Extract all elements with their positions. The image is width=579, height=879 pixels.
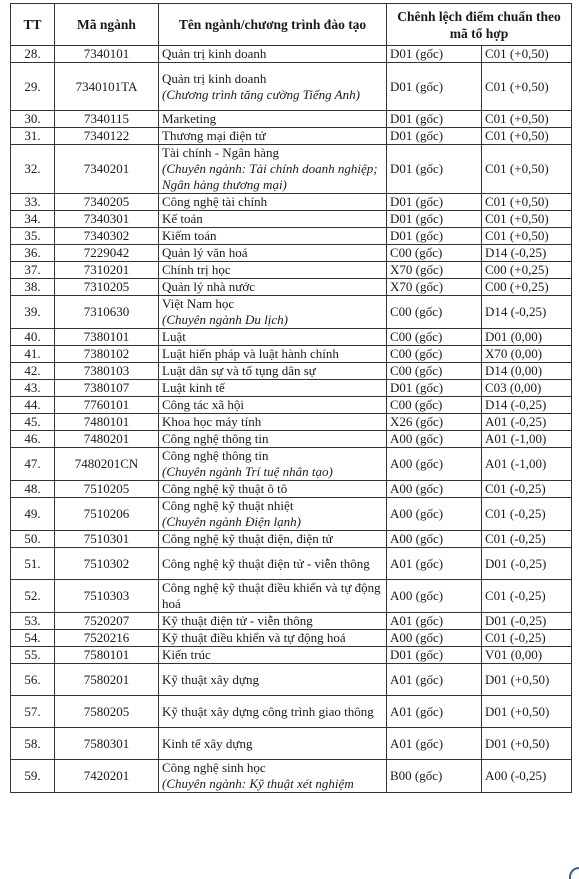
cell-tt: 31. (11, 128, 55, 145)
table-row (11, 448, 572, 481)
program-name: Kỹ thuật điện tử - viễn thông (162, 613, 313, 628)
table-row (11, 63, 572, 111)
cell-code: 7510206 (55, 498, 159, 531)
cell-name (159, 498, 387, 531)
table-row (11, 531, 572, 548)
cell-base-combo: C00 (gốc) (387, 296, 482, 329)
cell-diff-combo: A01 (-1,00) (482, 431, 572, 448)
cell-diff-combo: C03 (0,00) (482, 380, 572, 397)
cell-code: 7380102 (55, 346, 159, 363)
cell-name (159, 531, 387, 548)
cell-base-combo: D01 (gốc) (387, 211, 482, 228)
table-row (11, 696, 572, 728)
table-row (11, 613, 572, 630)
cell-name (159, 414, 387, 431)
cell-tt: 50. (11, 531, 55, 548)
program-name: Quản trị kinh doanh (162, 46, 267, 61)
cell-base-combo: A01 (gốc) (387, 664, 482, 696)
program-name: Công tác xã hội (162, 397, 244, 412)
cell-tt: 59. (11, 760, 55, 793)
cell-code: 7520207 (55, 613, 159, 630)
cell-diff-combo: C01 (+0,50) (482, 63, 572, 111)
cell-code: 7520216 (55, 630, 159, 647)
cell-name (159, 481, 387, 498)
program-name: Kinh tế xây dựng (162, 735, 253, 751)
table-row (11, 194, 572, 211)
cell-base-combo: C00 (gốc) (387, 397, 482, 414)
cell-name (159, 380, 387, 397)
header-ma-nganh: Mã ngành (55, 4, 159, 46)
cell-code: 7510302 (55, 548, 159, 580)
cell-base-combo: A00 (gốc) (387, 431, 482, 448)
cell-base-combo: X70 (gốc) (387, 279, 482, 296)
cell-base-combo: A01 (gốc) (387, 728, 482, 760)
cell-base-combo: C00 (gốc) (387, 329, 482, 346)
table-row (11, 481, 572, 498)
cell-tt: 58. (11, 728, 55, 760)
table-row (11, 380, 572, 397)
header-tt: TT (11, 4, 55, 46)
table-row (11, 664, 572, 696)
cell-base-combo: C00 (gốc) (387, 363, 482, 380)
cell-tt: 48. (11, 481, 55, 498)
cell-base-combo: D01 (gốc) (387, 228, 482, 245)
table-row (11, 211, 572, 228)
table-row (11, 46, 572, 63)
cell-name (159, 664, 387, 696)
cell-diff-combo: C01 (+0,50) (482, 111, 572, 128)
cell-diff-combo: D14 (-0,25) (482, 397, 572, 414)
cell-diff-combo: C01 (-0,25) (482, 531, 572, 548)
cell-code: 7380103 (55, 363, 159, 380)
program-name: Công nghệ sinh học (162, 760, 266, 775)
cell-diff-combo: C00 (+0,25) (482, 279, 572, 296)
cell-name (159, 329, 387, 346)
cell-code: 7310201 (55, 262, 159, 279)
cell-base-combo: D01 (gốc) (387, 63, 482, 111)
cell-code: 7380107 (55, 380, 159, 397)
cell-code: 7480201 (55, 431, 159, 448)
cell-diff-combo: D01 (-0,25) (482, 613, 572, 630)
cell-tt: 49. (11, 498, 55, 531)
cell-base-combo: A00 (gốc) (387, 498, 482, 531)
cell-name (159, 128, 387, 145)
cell-name (159, 363, 387, 380)
cell-tt: 40. (11, 329, 55, 346)
table-row (11, 346, 572, 363)
program-name: Công nghệ kỹ thuật ô tô (162, 481, 288, 496)
program-name: Kế toán (162, 211, 203, 226)
cell-code: 7310630 (55, 296, 159, 329)
cell-diff-combo: D01 (0,00) (482, 329, 572, 346)
cell-diff-combo: C01 (+0,50) (482, 228, 572, 245)
cell-tt: 51. (11, 548, 55, 580)
cell-code: 7580205 (55, 696, 159, 728)
cell-tt: 52. (11, 580, 55, 613)
program-subtitle: (Chuyên ngành: Kỹ thuật xét nghiệm (162, 776, 354, 791)
program-name: Kỹ thuật xây dựng công trình giao thông (162, 703, 374, 719)
cell-diff-combo: C01 (+0,50) (482, 194, 572, 211)
cell-code: 7580301 (55, 728, 159, 760)
cell-name (159, 696, 387, 728)
table-row (11, 296, 572, 329)
table-row (11, 498, 572, 531)
cell-tt: 34. (11, 211, 55, 228)
cell-base-combo: C00 (gốc) (387, 346, 482, 363)
table-row (11, 262, 572, 279)
program-name: Quản lý văn hoá (162, 245, 248, 260)
admission-score-table (10, 3, 572, 793)
cell-diff-combo: D14 (-0,25) (482, 245, 572, 262)
table-row (11, 397, 572, 414)
table-row (11, 760, 572, 793)
cell-base-combo: D01 (gốc) (387, 380, 482, 397)
cell-diff-combo: D01 (+0,50) (482, 696, 572, 728)
cell-code: 7340115 (55, 111, 159, 128)
cell-name (159, 194, 387, 211)
cell-diff-combo: D01 (+0,50) (482, 728, 572, 760)
cell-name (159, 245, 387, 262)
cell-code: 7310205 (55, 279, 159, 296)
cell-tt: 54. (11, 630, 55, 647)
cell-name (159, 548, 387, 580)
cell-code: 7480101 (55, 414, 159, 431)
cell-base-combo: A01 (gốc) (387, 548, 482, 580)
cell-diff-combo: D14 (0,00) (482, 363, 572, 380)
cell-code: 7420201 (55, 760, 159, 793)
cell-diff-combo: C01 (+0,50) (482, 145, 572, 194)
program-name: Quản lý nhà nước (162, 279, 255, 294)
table-row (11, 580, 572, 613)
cell-tt: 41. (11, 346, 55, 363)
cell-tt: 44. (11, 397, 55, 414)
cell-base-combo: D01 (gốc) (387, 194, 482, 211)
header-ten-nganh: Tên ngành/chương trình đào tạo (159, 4, 387, 46)
program-name: Công nghệ kỹ thuật điện tử - viễn thông (162, 555, 370, 571)
cell-code: 7480201CN (55, 448, 159, 481)
table-row (11, 145, 572, 194)
cell-code: 7380101 (55, 329, 159, 346)
cell-code: 7340205 (55, 194, 159, 211)
program-name: Quản trị kinh doanh (162, 70, 267, 86)
program-name: Khoa học máy tính (162, 414, 262, 429)
cell-diff-combo: C01 (-0,25) (482, 630, 572, 647)
program-name: Thương mại điện tử (162, 128, 266, 143)
cell-base-combo: C00 (gốc) (387, 245, 482, 262)
program-name: Công nghệ thông tin (162, 448, 269, 463)
cell-name (159, 397, 387, 414)
table-row (11, 728, 572, 760)
cell-diff-combo: C01 (-0,25) (482, 498, 572, 531)
cell-tt: 38. (11, 279, 55, 296)
cell-name (159, 760, 387, 793)
program-name: Tài chính - Ngân hàng (162, 145, 279, 160)
cell-code: 7580101 (55, 647, 159, 664)
cell-tt: 33. (11, 194, 55, 211)
cell-name (159, 111, 387, 128)
cell-tt: 56. (11, 664, 55, 696)
program-subtitle: (Chuyên ngành: Tài chính doanh nghiệp; Ngân hàng thương mại) (162, 161, 378, 192)
cell-diff-combo: C01 (+0,50) (482, 46, 572, 63)
cell-name (159, 346, 387, 363)
cell-name (159, 630, 387, 647)
cell-tt: 46. (11, 431, 55, 448)
cell-tt: 57. (11, 696, 55, 728)
cell-code: 7510205 (55, 481, 159, 498)
cell-diff-combo: D01 (-0,25) (482, 548, 572, 580)
cell-diff-combo: C01 (+0,50) (482, 128, 572, 145)
cell-tt: 42. (11, 363, 55, 380)
cell-name (159, 728, 387, 760)
cell-base-combo: D01 (gốc) (387, 111, 482, 128)
cell-code: 7340122 (55, 128, 159, 145)
cell-diff-combo: D01 (+0,50) (482, 664, 572, 696)
cell-name (159, 580, 387, 613)
cell-diff-combo: C00 (+0,25) (482, 262, 572, 279)
table-row (11, 548, 572, 580)
cell-base-combo: D01 (gốc) (387, 46, 482, 63)
cell-tt: 53. (11, 613, 55, 630)
cell-tt: 29. (11, 63, 55, 111)
cell-base-combo: X26 (gốc) (387, 414, 482, 431)
cell-tt: 39. (11, 296, 55, 329)
cell-name (159, 262, 387, 279)
table-row (11, 228, 572, 245)
cell-base-combo: A00 (gốc) (387, 448, 482, 481)
cell-name (159, 647, 387, 664)
program-name: Chính trị học (162, 262, 231, 277)
cell-tt: 30. (11, 111, 55, 128)
program-name: Kỹ thuật xây dựng (162, 671, 259, 687)
cell-diff-combo: V01 (0,00) (482, 647, 572, 664)
cell-code: 7340302 (55, 228, 159, 245)
cell-name (159, 46, 387, 63)
cell-diff-combo: X70 (0,00) (482, 346, 572, 363)
cell-name (159, 613, 387, 630)
cell-code: 7340301 (55, 211, 159, 228)
cell-base-combo: A01 (gốc) (387, 696, 482, 728)
cell-name (159, 63, 387, 111)
table-row (11, 647, 572, 664)
cell-tt: 47. (11, 448, 55, 481)
cell-tt: 43. (11, 380, 55, 397)
program-name: Công nghệ kỹ thuật điện, điện tử (162, 531, 333, 546)
cell-base-combo: A00 (gốc) (387, 580, 482, 613)
cell-code: 7340201 (55, 145, 159, 194)
cell-base-combo: B00 (gốc) (387, 760, 482, 793)
cell-code: 7510303 (55, 580, 159, 613)
program-name: Luật kinh tế (162, 380, 225, 395)
cell-name (159, 448, 387, 481)
program-name: Việt Nam học (162, 296, 235, 311)
cell-base-combo: A00 (gốc) (387, 531, 482, 548)
cell-diff-combo: C01 (-0,25) (482, 481, 572, 498)
cell-tt: 32. (11, 145, 55, 194)
cell-name (159, 211, 387, 228)
program-subtitle: (Chuyên ngành Trí tuệ nhân tạo) (162, 464, 333, 479)
table-row (11, 363, 572, 380)
program-name: Luật hiến pháp và luật hành chính (162, 346, 339, 361)
cell-diff-combo: A01 (-1,00) (482, 448, 572, 481)
cell-code: 7510301 (55, 531, 159, 548)
cell-diff-combo: A00 (-0,25) (482, 760, 572, 793)
program-subtitle: (Chuyên ngành Điện lạnh) (162, 514, 302, 529)
cell-code: 7340101 (55, 46, 159, 63)
table-row (11, 414, 572, 431)
program-name: Marketing (162, 111, 217, 126)
cell-name (159, 228, 387, 245)
program-name: Kiểm toán (162, 228, 217, 243)
table-row (11, 431, 572, 448)
table-row (11, 111, 572, 128)
cell-tt: 36. (11, 245, 55, 262)
table-row (11, 279, 572, 296)
program-subtitle: (Chuyên ngành Du lịch) (162, 312, 289, 327)
cell-diff-combo: C01 (+0,50) (482, 211, 572, 228)
program-name: Luật dân sự và tố tụng dân sự (162, 363, 316, 378)
cell-code: 7580201 (55, 664, 159, 696)
program-name: Luật (162, 329, 186, 344)
header-chenh-lech: Chênh lệch điểm chuẩn theo mã tổ hợp (387, 4, 572, 46)
program-name: Kỹ thuật điều khiển và tự động hoá (162, 630, 346, 645)
cell-name (159, 279, 387, 296)
program-name: Công nghệ tài chính (162, 194, 268, 209)
program-name: Công nghệ thông tin (162, 431, 269, 446)
cell-base-combo: A00 (gốc) (387, 630, 482, 647)
cell-diff-combo: C01 (-0,25) (482, 580, 572, 613)
cell-tt: 35. (11, 228, 55, 245)
program-subtitle: (Chương trình tăng cường Tiếng Anh) (162, 86, 360, 102)
program-name: Công nghệ kỹ thuật nhiệt (162, 498, 294, 513)
cell-code: 7760101 (55, 397, 159, 414)
table-row (11, 630, 572, 647)
table-body (11, 46, 572, 793)
cell-code: 7340101TA (55, 63, 159, 111)
cell-tt: 55. (11, 647, 55, 664)
cell-name (159, 296, 387, 329)
cell-base-combo: D01 (gốc) (387, 145, 482, 194)
cell-diff-combo: D14 (-0,25) (482, 296, 572, 329)
table-row (11, 329, 572, 346)
cell-tt: 37. (11, 262, 55, 279)
cell-base-combo: D01 (gốc) (387, 647, 482, 664)
table-row (11, 128, 572, 145)
cell-name (159, 431, 387, 448)
cell-tt: 28. (11, 46, 55, 63)
cell-base-combo: D01 (gốc) (387, 128, 482, 145)
cell-name (159, 145, 387, 194)
cell-tt: 45. (11, 414, 55, 431)
page-corner-mark (569, 867, 579, 879)
cell-base-combo: X70 (gốc) (387, 262, 482, 279)
program-name: Công nghệ kỹ thuật điều khiển và tự động hoá (162, 580, 381, 611)
cell-base-combo: A01 (gốc) (387, 613, 482, 630)
cell-diff-combo: A01 (-0,25) (482, 414, 572, 431)
cell-base-combo: A00 (gốc) (387, 481, 482, 498)
program-name: Kiến trúc (162, 647, 211, 662)
table-row (11, 245, 572, 262)
cell-code: 7229042 (55, 245, 159, 262)
table-header-row (11, 4, 572, 46)
